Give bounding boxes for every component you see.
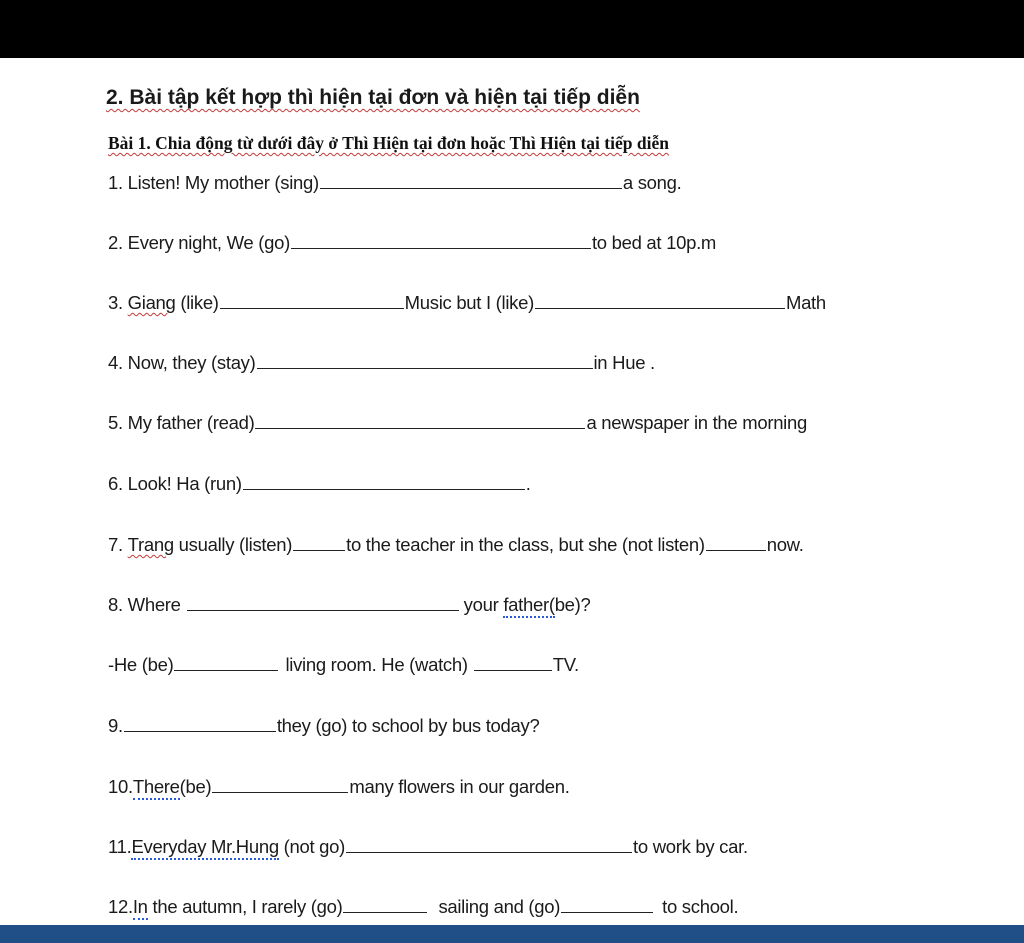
prompt-text: your: [463, 594, 504, 615]
answer-blank[interactable]: [293, 534, 345, 551]
exercise-line-1: [108, 172, 682, 196]
grammar-flagged-word: father(: [503, 594, 555, 615]
answer-blank[interactable]: [124, 715, 276, 732]
prompt-text: 4. Now, they (stay): [108, 352, 256, 373]
prompt-text: to the teacher in the class, but she (not listen): [346, 534, 705, 555]
section-heading: 2. Bài tập kết hợp thì hiện tại đơn và hiện tại tiếp diễn: [106, 86, 640, 109]
prompt-text: 9.: [108, 715, 123, 736]
answer-blank[interactable]: [343, 896, 427, 913]
item-number: 7.: [108, 534, 128, 555]
exercise-title: Bài 1. Chia động từ dưới đây ở Thì Hiện tại đơn hoặc Thì Hiện tại tiếp diễn: [108, 133, 669, 153]
exercise-line-2: [108, 232, 716, 256]
prompt-text: in Hue .: [593, 352, 655, 373]
prompt-text: they (go) to school by bus today?: [276, 715, 540, 736]
prompt-text: many flowers in our garden.: [349, 776, 570, 797]
prompt-text: 1. Listen! My mother (sing): [108, 172, 319, 193]
answer-blank[interactable]: [187, 594, 459, 611]
prompt-text: -He (be): [108, 654, 174, 675]
prompt-text: .: [525, 473, 531, 494]
answer-blank[interactable]: [174, 654, 278, 671]
answer-blank[interactable]: [320, 172, 622, 189]
item-number: 12.: [108, 896, 133, 917]
grammar-flagged-word: In: [132, 896, 148, 917]
answer-blank[interactable]: [257, 352, 593, 369]
exercise-line-5: [108, 412, 807, 436]
answer-blank[interactable]: [706, 534, 766, 551]
prompt-text: Music but I (like): [404, 292, 534, 313]
prompt-text: to school.: [662, 896, 739, 917]
grammar-flagged-word: Everyday Mr.Hung: [131, 836, 279, 857]
exercise-line-11: [108, 836, 748, 860]
prompt-text: 6. Look! Ha (run): [108, 473, 242, 494]
answer-blank[interactable]: [243, 473, 525, 490]
exercise-line-8: [108, 594, 591, 618]
bottom-bar: [0, 925, 1024, 943]
prompt-text: (be): [179, 776, 212, 797]
exercise-line-6: [108, 473, 531, 497]
prompt-text: 2. Every night, We (go): [108, 232, 290, 253]
prompt-text: to bed at 10p.m: [591, 232, 717, 253]
prompt-text: be)?: [554, 594, 591, 615]
answer-blank[interactable]: [220, 292, 404, 309]
prompt-text: a song.: [622, 172, 682, 193]
prompt-text: 8. Where: [108, 594, 181, 615]
prompt-text: usually (listen): [173, 534, 293, 555]
answer-blank[interactable]: [561, 896, 653, 913]
prompt-text: Math: [785, 292, 826, 313]
answer-blank[interactable]: [212, 776, 348, 793]
item-number: 11.: [108, 836, 132, 857]
prompt-text: living room. He (watch): [285, 654, 468, 675]
exercise-line-4: [108, 352, 655, 376]
prompt-text: a newspaper in the morning: [586, 412, 807, 433]
prompt-text: sailing and (go): [438, 896, 561, 917]
item-number: 10.: [108, 776, 133, 797]
answer-blank[interactable]: [291, 232, 591, 249]
prompt-text: now.: [766, 534, 804, 555]
spellcheck-word: Trang: [127, 534, 174, 555]
exercise-line-9: [108, 715, 539, 739]
exercise-line-3: [108, 292, 826, 316]
answer-blank[interactable]: [535, 292, 785, 309]
grammar-flagged-word: There: [132, 776, 180, 797]
prompt-text: the autumn, I rarely (go): [147, 896, 343, 917]
exercise-line-12: [108, 896, 738, 920]
spellcheck-word: Giang: [127, 292, 176, 313]
exercise-line-8b: [108, 654, 579, 678]
prompt-text: (like): [175, 292, 219, 313]
answer-blank[interactable]: [255, 412, 585, 429]
prompt-text: TV.: [552, 654, 579, 675]
answer-blank[interactable]: [346, 836, 632, 853]
exercise-line-10: [108, 776, 570, 800]
prompt-text: (not go): [278, 836, 346, 857]
exercise-line-7: [108, 534, 804, 558]
answer-blank[interactable]: [474, 654, 552, 671]
prompt-text: 5. My father (read): [108, 412, 255, 433]
prompt-text: to work by car.: [633, 836, 748, 857]
item-number: 3.: [108, 292, 128, 313]
